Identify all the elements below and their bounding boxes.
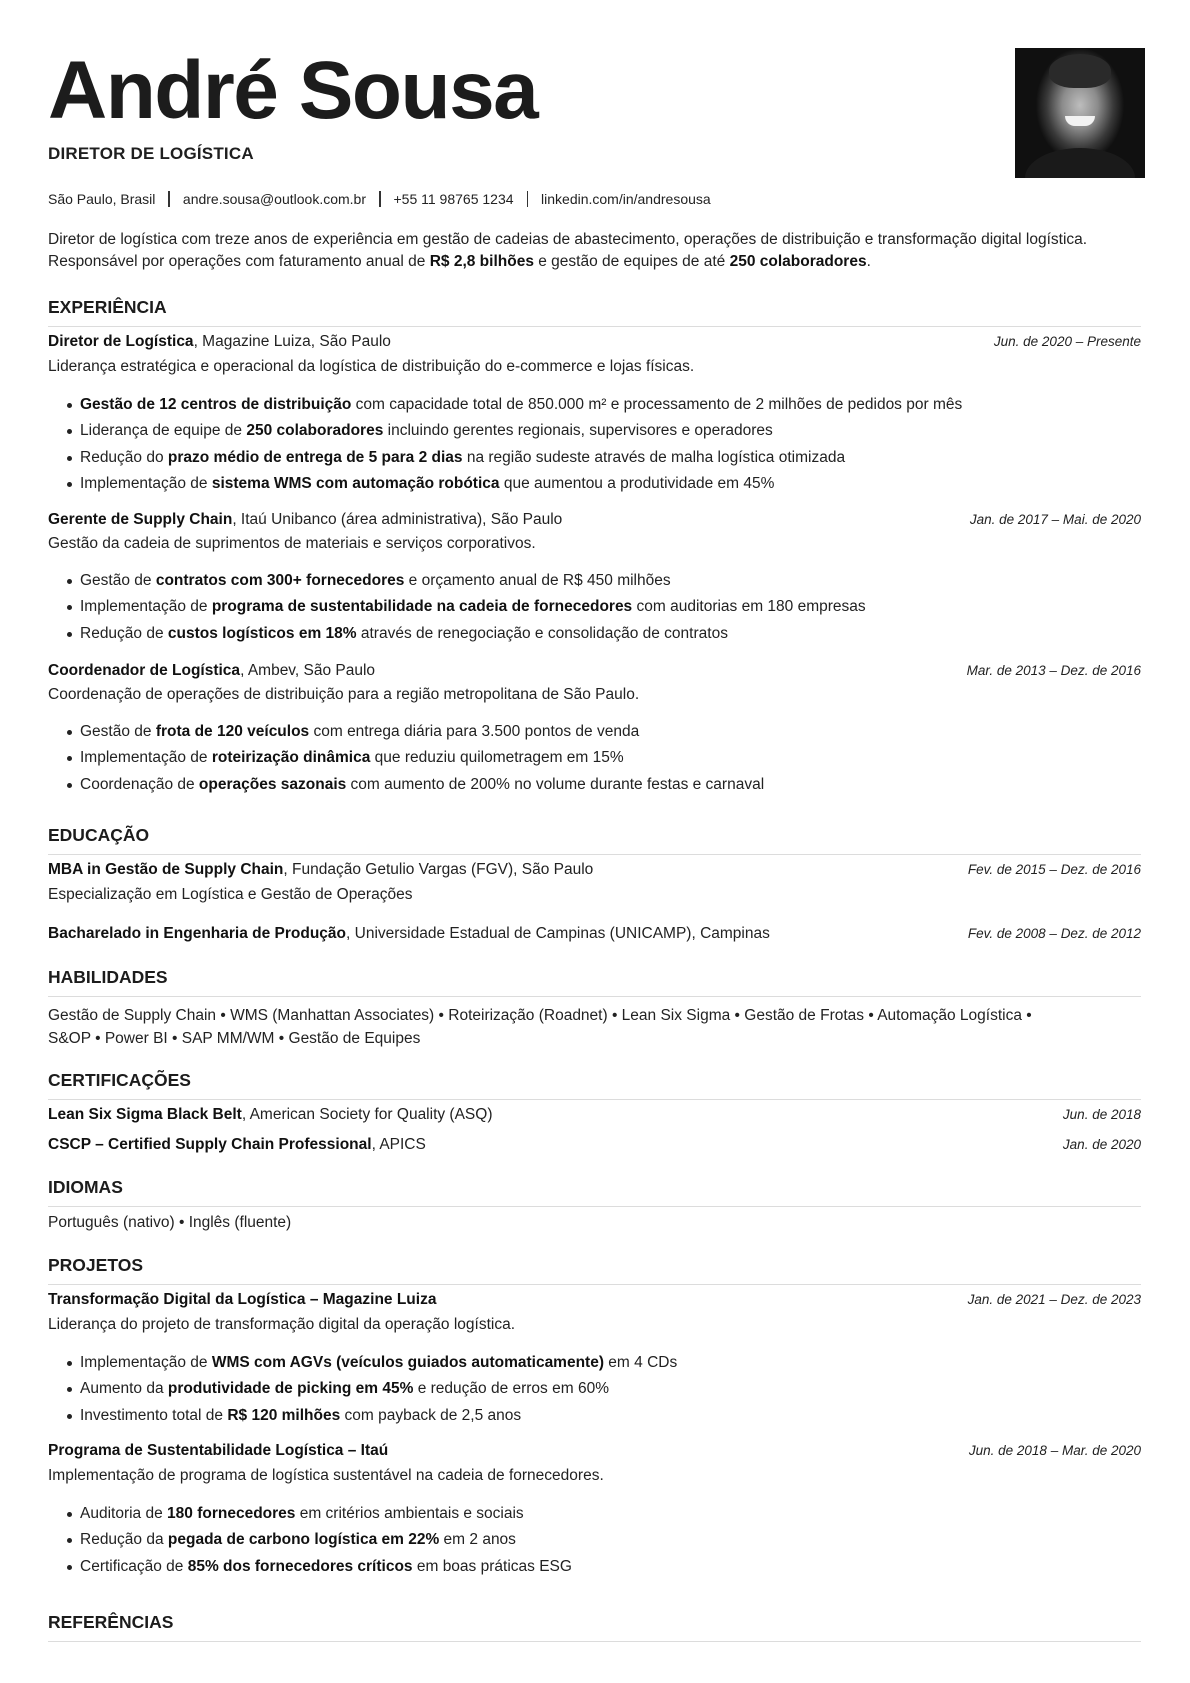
- section-title-experience: EXPERIÊNCIA: [48, 297, 1141, 327]
- bullet-text: em critérios ambientais e sociais: [295, 1505, 524, 1522]
- list-item: [80, 1403, 677, 1429]
- bullet-text: Certificação de: [80, 1557, 188, 1575]
- education-description: Especialização em Logística e Gestão de Operações: [48, 886, 413, 903]
- list-item: [80, 1527, 572, 1553]
- section-title-education: EDUCAÇÃO: [48, 825, 1141, 855]
- experience-date: Jan. de 2017 – Mai. de 2020: [969, 512, 1141, 527]
- summary-highlight: R$ 2,8 bilhões: [429, 253, 534, 270]
- certification-name: CSCP – Certified Supply Chain Professional: [48, 1136, 372, 1153]
- project-date: Jan. de 2021 – Dez. de 2023: [967, 1292, 1141, 1307]
- section-title-skills: HABILIDADES: [48, 967, 1141, 997]
- summary-text: .: [866, 253, 871, 270]
- experience-role: Coordenador de Logística: [48, 662, 241, 679]
- bullet-text: com auditorias em 180 empresas: [632, 598, 866, 616]
- bullet-text: Redução de: [80, 624, 168, 642]
- skills-line: S&OP • Power BI • SAP MM/WM • Gestão de Equipes: [48, 1030, 421, 1047]
- bullet-text: Liderança de equipe de: [80, 422, 247, 440]
- bullet-highlight: R$ 120 milhões: [227, 1406, 341, 1424]
- certification-line: [48, 1106, 493, 1124]
- summary-text: Diretor de logística com treze anos de experiência em gestão de cadeias de abastecimento, operações de distribuição e transformação digital logística. Responsável por operações com faturamento anual de: [48, 231, 1088, 270]
- bullet-text: Implementação de: [80, 1354, 212, 1371]
- experience-entry-header: [48, 511, 1141, 529]
- summary-text: e gestão de equipes de até: [533, 253, 730, 270]
- bullet-text: Implementação de: [80, 598, 212, 616]
- bullet-text: em 4 CDs: [604, 1354, 678, 1371]
- project-title: Programa de Sustentabilidade Logística – Itaú: [48, 1442, 389, 1459]
- bullet-highlight: contratos com 300+ fornecedores: [155, 572, 405, 589]
- contact-location: São Paulo, Brasil: [48, 191, 156, 207]
- bullet-text: com aumento de 200% no volume durante festas e carnaval: [346, 775, 765, 793]
- bullet-text: incluindo gerentes regionais, supervisores e operadores: [383, 422, 773, 440]
- skills-list: [48, 1004, 1141, 1050]
- bullet-text: e redução de erros em 60%: [413, 1380, 609, 1398]
- list-item: [80, 1501, 572, 1527]
- bullet-text: Gestão de: [80, 723, 156, 740]
- education-entry-header: [48, 861, 1141, 879]
- list-item: [80, 594, 866, 620]
- list-item: [80, 471, 962, 497]
- experience-description: Coordenação de operações de distribuição para a região metropolitana de São Paulo.: [48, 686, 640, 703]
- skills-line: Gestão de Supply Chain • WMS (Manhattan Associates) • Roteirização (Roadnet) • Lean Six Sigma • Gestão de Frotas • Automação Logística •: [48, 1007, 1032, 1024]
- bullet-text: através de renegociação e consolidação de contratos: [356, 624, 728, 642]
- bullet-text: com payback de 2,5 anos: [340, 1406, 522, 1424]
- experience-description: Liderança estratégica e operacional da logística de distribuição do e-commerce e lojas físicas.: [48, 358, 695, 375]
- contact-divider: [527, 191, 529, 207]
- experience-entry-header: [48, 333, 1141, 351]
- summary-highlight: 250 colaboradores: [729, 253, 867, 270]
- project-description: Liderança do projeto de transformação digital da operação logística.: [48, 1316, 516, 1333]
- education-degree-line: [48, 925, 770, 943]
- contact-line: [48, 191, 711, 207]
- contact-linkedin[interactable]: linkedin.com/in/andresousa: [541, 191, 711, 207]
- professional-summary: [48, 229, 1141, 273]
- education-degree: MBA in Gestão de Supply Chain: [48, 861, 284, 878]
- bullet-text: em 2 anos: [439, 1531, 516, 1549]
- bullet-highlight: produtividade de picking em 45%: [167, 1380, 414, 1398]
- bullet-highlight: programa de sustentabilidade na cadeia de fornecedores: [211, 598, 633, 616]
- education-date: Fev. de 2008 – Dez. de 2012: [967, 926, 1141, 941]
- bullet-text: com entrega diária para 3.500 pontos de venda: [309, 723, 640, 740]
- list-item: [80, 1554, 572, 1580]
- bullet-text: Redução da: [80, 1531, 168, 1549]
- certification-entry: [48, 1136, 1141, 1154]
- bullet-text: Aumento da: [80, 1380, 168, 1398]
- certification-date: Jun. de 2018: [1062, 1107, 1141, 1122]
- list-item: [80, 745, 764, 771]
- experience-org: , Magazine Luiza, São Paulo: [193, 333, 391, 350]
- bullet-highlight: roteirização dinâmica: [211, 749, 371, 767]
- bullet-text: em boas práticas ESG: [412, 1557, 572, 1575]
- list-item: [80, 719, 764, 745]
- bullet-highlight: operações sazonais: [198, 775, 347, 793]
- education-degree: Bacharelado in Engenharia de Produção: [48, 925, 347, 942]
- bullet-text: com capacidade total de 850.000 m² e processamento de 2 milhões de pedidos por mês: [351, 396, 963, 413]
- experience-entry-header: [48, 662, 1141, 680]
- bullet-highlight: frota de 120 veículos: [155, 723, 310, 740]
- bullet-text: na região sudeste através de malha logística otimizada: [462, 448, 846, 466]
- education-entry-header: [48, 925, 1141, 943]
- project-bullets: [48, 1501, 572, 1580]
- project-date: Jun. de 2018 – Mar. de 2020: [968, 1443, 1141, 1458]
- experience-role-line: [48, 511, 562, 529]
- certification-name: Lean Six Sigma Black Belt: [48, 1106, 242, 1123]
- list-item: [80, 1376, 677, 1402]
- experience-bullets: [48, 719, 764, 798]
- profile-photo: [1015, 48, 1145, 178]
- bullet-text: Auditoria de: [80, 1505, 168, 1522]
- bullet-highlight: custos logísticos em 18%: [167, 624, 357, 642]
- bullet-text: Implementação de: [80, 474, 212, 492]
- bullet-highlight: 85% dos fornecedores críticos: [187, 1557, 413, 1575]
- photo-hair-shape: [1049, 54, 1111, 88]
- education-school: , Fundação Getulio Vargas (FGV), São Paulo: [283, 861, 594, 878]
- contact-phone[interactable]: +55 11 98765 1234: [393, 191, 514, 207]
- list-item: [80, 445, 962, 471]
- list-item: [80, 772, 764, 798]
- project-entry-header: [48, 1442, 1141, 1460]
- bullet-highlight: Gestão de 12 centros de distribuição: [80, 396, 352, 413]
- bullet-text: Coordenação de: [80, 775, 199, 793]
- experience-date: Mar. de 2013 – Dez. de 2016: [966, 663, 1141, 678]
- bullet-highlight: 250 colaboradores: [246, 422, 384, 440]
- photo-shoulders-shape: [1025, 148, 1135, 178]
- list-item: [80, 1350, 677, 1376]
- section-title-projects: PROJETOS: [48, 1255, 1141, 1285]
- contact-email[interactable]: andre.sousa@outlook.com.br: [182, 191, 366, 207]
- languages-list: Português (nativo) • Inglês (fluente): [48, 1214, 292, 1231]
- contact-divider: [168, 191, 170, 207]
- project-description: Implementação de programa de logística sustentável na cadeia de fornecedores.: [48, 1467, 604, 1484]
- bullet-highlight: sistema WMS com automação robótica: [211, 474, 500, 492]
- experience-description: Gestão da cadeia de suprimentos de materiais e serviços corporativos.: [48, 535, 536, 552]
- list-item: [80, 392, 962, 418]
- certification-entry: [48, 1106, 1141, 1124]
- photo-smile-shape: [1065, 116, 1095, 126]
- bullet-text: e orçamento anual de R$ 450 milhões: [404, 572, 671, 589]
- bullet-text: Implementação de: [80, 749, 212, 767]
- project-entry-header: [48, 1291, 1141, 1309]
- section-title-certifications: CERTIFICAÇÕES: [48, 1070, 1141, 1100]
- section-title-references: REFERÊNCIAS: [48, 1612, 1141, 1642]
- section-title-languages: IDIOMAS: [48, 1177, 1141, 1207]
- certification-line: [48, 1136, 426, 1154]
- project-title: Transformação Digital da Logística – Magazine Luiza: [48, 1291, 437, 1308]
- experience-role: Diretor de Logística: [48, 333, 194, 350]
- bullet-highlight: 180 fornecedores: [167, 1505, 296, 1522]
- list-item: [80, 621, 866, 647]
- project-bullets: [48, 1350, 677, 1429]
- experience-org: , Ambev, São Paulo: [240, 662, 376, 679]
- list-item: [80, 568, 866, 594]
- job-title: DIRETOR DE LOGÍSTICA: [48, 144, 254, 163]
- bullet-text: Redução do: [80, 448, 168, 466]
- experience-role: Gerente de Supply Chain: [48, 511, 233, 528]
- bullet-highlight: WMS com AGVs (veículos guiados automaticamente): [211, 1354, 604, 1371]
- certification-issuer: , American Society for Quality (ASQ): [241, 1106, 493, 1123]
- experience-role-line: [48, 333, 391, 351]
- bullet-highlight: pegada de carbono logística em 22%: [167, 1531, 440, 1549]
- certification-date: Jan. de 2020: [1062, 1137, 1141, 1152]
- bullet-text: que reduziu quilometragem em 15%: [370, 749, 624, 767]
- candidate-name: André Sousa: [48, 45, 538, 136]
- bullet-text: Investimento total de: [80, 1406, 228, 1424]
- certification-issuer: , APICS: [371, 1136, 426, 1153]
- bullet-text: Gestão de: [80, 572, 156, 589]
- experience-role-line: [48, 662, 375, 680]
- experience-date: Jun. de 2020 – Presente: [993, 334, 1141, 349]
- experience-bullets: [48, 568, 866, 647]
- education-school: , Universidade Estadual de Campinas (UNICAMP), Campinas: [346, 925, 770, 942]
- bullet-text: que aumentou a produtividade em 45%: [499, 474, 775, 492]
- contact-divider: [379, 191, 381, 207]
- experience-bullets: [48, 392, 962, 497]
- list-item: [80, 418, 962, 444]
- experience-org: , Itaú Unibanco (área administrativa), São Paulo: [232, 511, 563, 528]
- bullet-highlight: prazo médio de entrega de 5 para 2 dias: [167, 448, 463, 466]
- education-degree-line: [48, 861, 593, 879]
- education-date: Fev. de 2015 – Dez. de 2016: [967, 862, 1141, 877]
